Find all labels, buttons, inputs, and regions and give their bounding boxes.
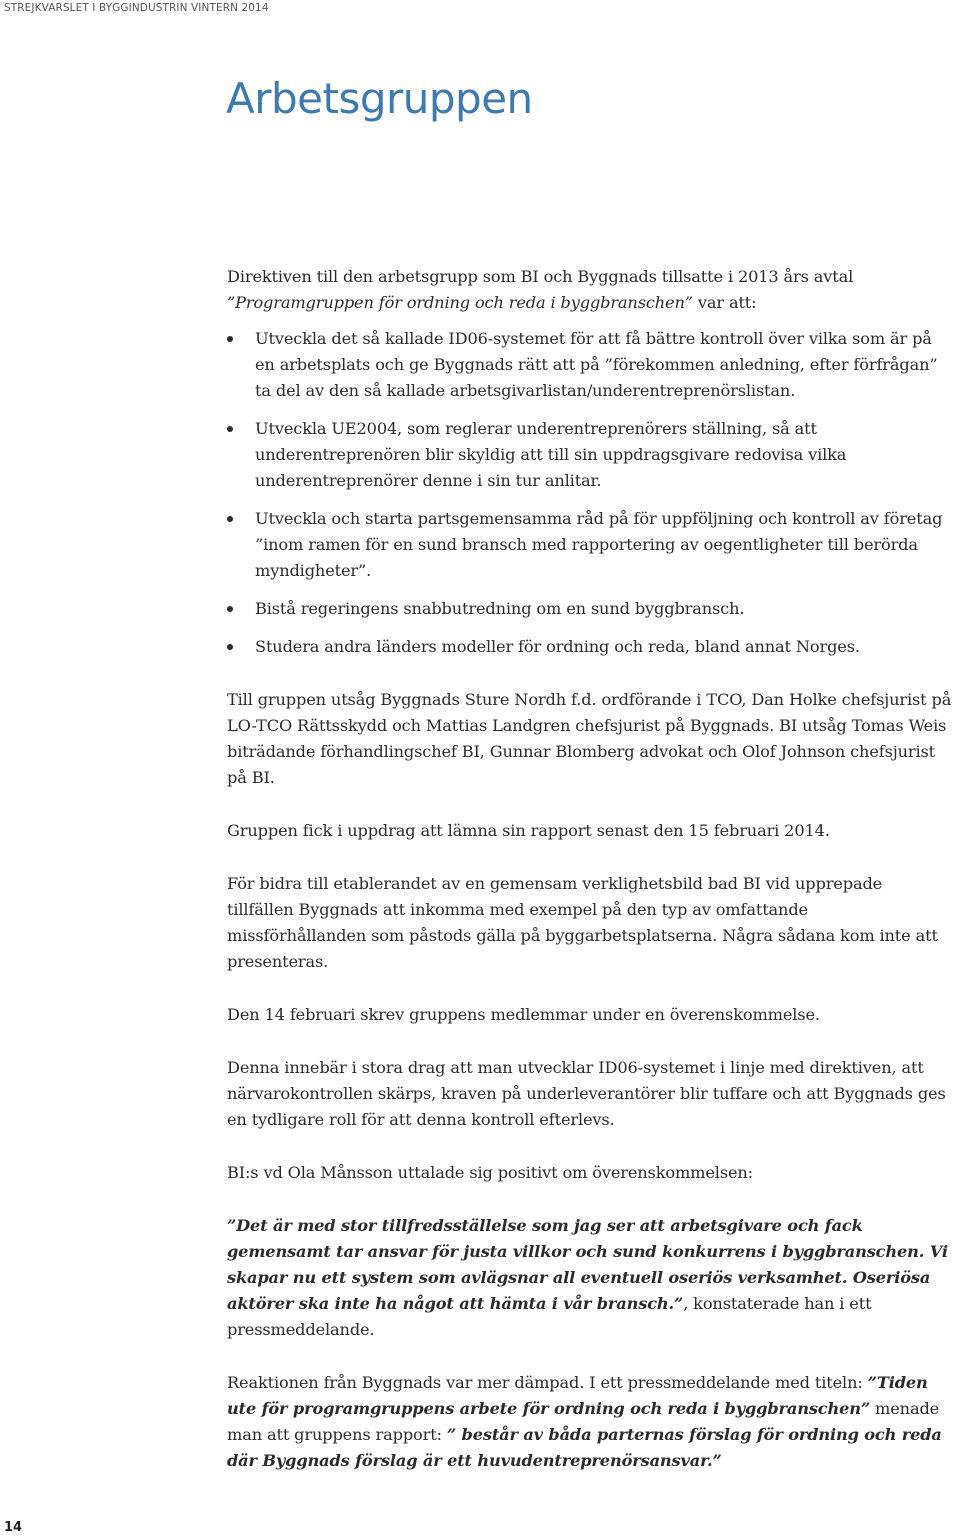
list-item-text: Studera andra länders modeller för ordning och reda, bland annat Norges. <box>255 637 860 656</box>
bullet-icon <box>227 644 233 650</box>
intro-emphasis: ”Programgruppen för ordning och reda i byggbranschen” <box>227 293 693 312</box>
list-item-text: Utveckla och starta partsgemensamma råd på för uppföljning och kontroll av företag ”inom ramen för en sund bransch med rapportering av oegentligheter till berörda myndigheter”. <box>255 509 943 580</box>
press-release-title: ”Tiden ute för programgruppens arbete för ordning och reda i byggbranschen” <box>227 1373 928 1418</box>
ceo-quote: ”Det är med stor tillfredsställelse som jag ser att arbetsgivare och fack gemensamt tar ansvar för justa villkor och sund konkurrens i byggbranschen. Vi skapar nu ett system som avlägsnar all eventuell oseriös verksamhet. Oseriösa aktörer ska inte ha något att hämta i vår bransch.” <box>227 1216 948 1313</box>
page-number: 14 <box>4 1520 23 1535</box>
bullet-icon <box>227 516 233 522</box>
reaction-middle: menade man att gruppens rapport: <box>227 1399 940 1444</box>
agreement-content-paragraph: Denna innebär i stora drag att man utvecklar ID06-systemet i linje med direktiven, att närvarokontrollen skärps, kraven på underleverantörer blir tuffare och att Byggnads ges en tydligare roll för att denna kontroll efterlevs. <box>227 1058 946 1129</box>
ceo-quote-tail: , konstaterade han i ett pressmeddelande. <box>227 1294 872 1339</box>
list-item-text: Utveckla UE2004, som reglerar underentreprenörers ställning, så att underentreprenören blir skyldig att till sin uppdragsgivare redovisa vilka underentreprenörer denne i sin tur anlitar. <box>255 419 847 490</box>
ceo-intro-paragraph: BI:s vd Ola Månsson uttalade sig positivt om överenskommelsen: <box>227 1163 753 1182</box>
report-quote: ” består av båda parternas förslag för ordning och reda där Byggnads förslag är ett huvudentreprenörsansvar.” <box>227 1425 942 1470</box>
list-item-text: Utveckla det så kallade ID06-systemet för att få bättre kontroll över vilka som är på en arbetsplats och ge Byggnads rätt att på ”förekommen anledning, efter förfrågan” ta del av den så kallade arbetsgivarlistan/underentreprenörslistan. <box>255 329 938 400</box>
deadline-paragraph: Gruppen fick i uppdrag att lämna sin rapport senast den 15 februari 2014. <box>227 821 830 840</box>
ceo-quote-paragraph <box>227 1213 952 1343</box>
bullet-icon <box>227 606 233 612</box>
directives-list <box>227 326 952 660</box>
list-item <box>227 506 952 584</box>
list-item <box>227 596 952 622</box>
list-item-text: Bistå regeringens snabbutredning om en sund byggbransch. <box>255 599 745 618</box>
bullet-icon <box>227 426 233 432</box>
article-body <box>227 264 952 1501</box>
running-header: STREJKVARSLET I BYGGINDUSTRIN VINTERN 2014 <box>4 2 269 14</box>
list-item <box>227 416 952 494</box>
intro-paragraph <box>227 264 952 316</box>
bullet-icon <box>227 336 233 342</box>
page-title: Arbetsgruppen <box>226 74 533 123</box>
list-item <box>227 634 952 660</box>
group-members-paragraph: Till gruppen utsåg Byggnads Sture Nordh f.d. ordförande i TCO, Dan Holke chefsjurist på LO-TCO Rättsskydd och Mattias Landgren chefsjurist på Byggnads. BI utsåg Tomas Weis biträdande förhandlingschef BI, Gunnar Blomberg advokat och Olof Johnson chefsjurist på BI. <box>227 690 952 787</box>
reaction-lead: Reaktionen från Byggnads var mer dämpad. I ett pressmeddelande med titeln: <box>227 1373 868 1392</box>
agreement-paragraph: Den 14 februari skrev gruppens medlemmar under en överenskommelse. <box>227 1005 820 1024</box>
evidence-paragraph: För bidra till etablerandet av en gemensam verklighetsbild bad BI vid upprepade tillfällen Byggnads att inkomma med exempel på den typ av omfattande missförhållanden som påstods gälla på byggarbetsplatserna. Några sådana kom inte att presenteras. <box>227 874 938 971</box>
reaction-paragraph <box>227 1370 952 1474</box>
intro-text: Direktiven till den arbetsgrupp som BI och Byggnads tillsatte i 2013 års avtal <box>227 267 854 286</box>
list-item <box>227 326 952 404</box>
intro-tail: var att: <box>692 293 757 312</box>
